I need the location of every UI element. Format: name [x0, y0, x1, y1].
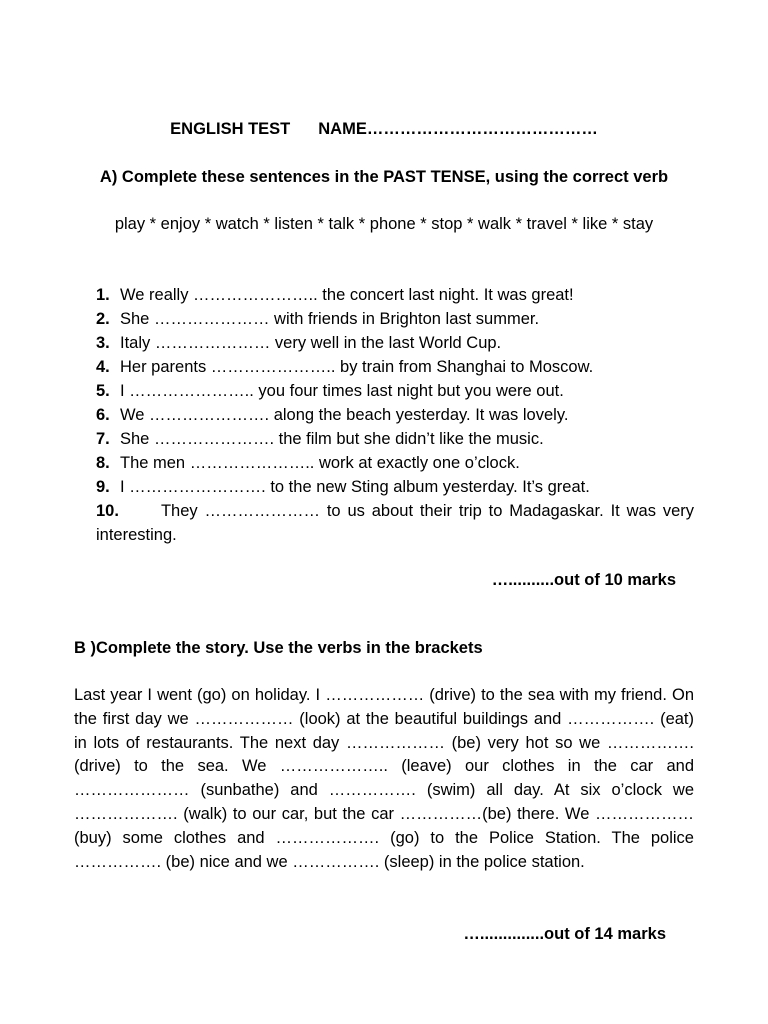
section-b-marks: …..............out of 14 marks — [463, 925, 666, 943]
question-item — [96, 451, 694, 475]
question-item — [96, 403, 694, 427]
question-number: 1. — [96, 286, 110, 304]
question-item — [96, 307, 694, 331]
question-item — [96, 379, 694, 403]
question-number: 7. — [96, 430, 110, 448]
question-text: We really ………………….. the concert last night. It was great! — [120, 286, 574, 304]
question-number: 6. — [96, 406, 110, 424]
question-item — [96, 331, 694, 355]
question-text: I ……………………. to the new Sting album yesterday. It’s great. — [120, 478, 590, 496]
question-item — [96, 427, 694, 451]
story-text: Last year I went (go) on holiday. I ……………… (drive) to the sea with my friend. On the first day we ……………… (look) at the beautiful buildings and ……………. (eat) in lots of restaurants. The next day ……………… (be) very hot so we ……………. (drive) to the sea. We ……………….. (leave) our clothes in the car and ………………… (sunbathe) and ……………. (swim) all day. At six o’clock we ………………. (walk) to our car, but the car ……………(be) there. We ……………… (buy) some clothes and ………………. (go) to the Police Station. The police ……………. (be) nice and we ……………. (sleep) in the police station. — [74, 686, 694, 871]
question-number: 10. — [96, 502, 119, 520]
question-text: She …………………. the film but she didn’t like the music. — [120, 430, 544, 448]
name-field-label: NAME…………………………………… — [318, 120, 598, 138]
question-number: 5. — [96, 382, 110, 400]
section-a-marks: …..........out of 10 marks — [491, 571, 676, 589]
section-a-instruction: A) Complete these sentences in the PAST TENSE, using the correct verb — [99, 168, 669, 186]
section-b-instruction: B )Complete the story. Use the verbs in the brackets — [74, 639, 483, 657]
question-text: The men ………………….. work at exactly one o’clock. — [120, 454, 520, 472]
test-heading — [0, 117, 768, 141]
question-text: She ………………… with friends in Brighton last summer. — [120, 310, 540, 328]
test-title: ENGLISH TEST — [170, 120, 291, 138]
question-text: Her parents ………………….. by train from Shanghai to Moscow. — [120, 358, 594, 376]
question-text: They ………………… to us about their trip to Madagaskar. It was very interesting. — [96, 502, 694, 544]
question-number: 8. — [96, 454, 110, 472]
question-item — [96, 355, 694, 379]
question-text: Italy ………………… very well in the last World Cup. — [120, 334, 502, 352]
question-text: I ………………….. you four times last night but you were out. — [120, 382, 564, 400]
question-item — [96, 499, 694, 547]
question-number: 4. — [96, 358, 110, 376]
question-number: 3. — [96, 334, 110, 352]
question-item — [96, 283, 694, 307]
question-item — [96, 475, 694, 499]
question-list — [96, 283, 694, 547]
question-text: We …………………. along the beach yesterday. It was lovely. — [120, 406, 569, 424]
question-number: 9. — [96, 478, 110, 496]
question-number: 2. — [96, 310, 110, 328]
verb-list: play * enjoy * watch * listen * talk * phone * stop * walk * travel * like * stay — [114, 215, 654, 233]
